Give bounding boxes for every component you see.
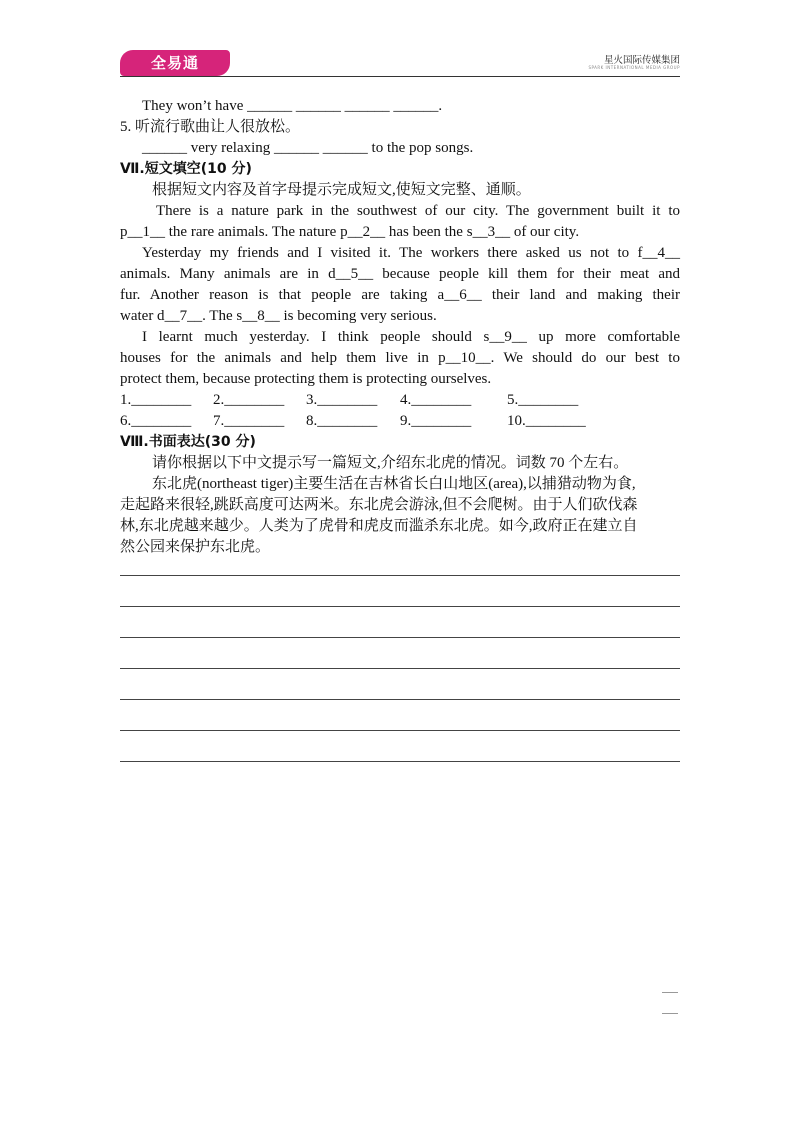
blank-10: __10__: [445, 350, 491, 366]
answer-blanks-row-1: [120, 390, 680, 411]
answer-blank[interactable]: 3.________: [306, 392, 378, 408]
answer-blank[interactable]: 7.________: [213, 413, 285, 429]
answer-blanks-row-2: [120, 411, 680, 432]
blank-7: __7__: [164, 308, 203, 324]
blank-9: __9__: [489, 329, 527, 345]
answer-line-5: ______ very relaxing ______ ______ to the pop songs.: [142, 140, 474, 156]
blank-5: __5__: [335, 266, 374, 282]
passage-line: protect them, because protecting them is protecting ourselves.: [120, 371, 492, 387]
answer-blank[interactable]: 10.________: [507, 413, 586, 429]
blank-4: __4__: [642, 245, 680, 261]
writing-line[interactable]: [120, 668, 680, 669]
writing-prompt-line: 走起路来很轻,跳跃高度可达两米。东北虎会游泳,但不会爬树。由于人们砍伐森: [120, 497, 638, 513]
writing-area[interactable]: [120, 575, 680, 792]
writing-prompt-line: 然公园来保护东北虎。: [120, 539, 271, 555]
header-rule: [120, 76, 680, 77]
writing-prompt-line: 东北虎(northeast tiger)主要生活在吉林省长白山地区(area),以捕猎动物为食,: [152, 476, 636, 492]
answer-blank[interactable]: 8.________: [306, 413, 378, 429]
writing-line[interactable]: [120, 637, 680, 638]
answer-line-4: They won’t have ______ ______ ______ ______.: [142, 98, 443, 114]
footer-mark: [662, 992, 678, 993]
passage-line: houses for the animals and help them live in p__10__. We should do our best to: [120, 350, 680, 366]
question-5: 5. 听流行歌曲让人很放松。: [120, 119, 301, 135]
passage-line: fur. Another reason is that people are taking a__6__ their land and making their: [120, 287, 681, 303]
answer-blank[interactable]: 4.________: [400, 392, 472, 408]
section-7-title: Ⅶ.短文填空(10 分): [120, 161, 252, 177]
answer-blank[interactable]: 5.________: [507, 392, 579, 408]
passage-line: Yesterday my friends and I visited it. The workers there asked us not to f__4__: [142, 245, 680, 261]
quanyitong-logo: 全易通: [120, 50, 230, 76]
answer-blank[interactable]: 9.________: [400, 413, 472, 429]
writing-line[interactable]: [120, 761, 680, 762]
answer-blank[interactable]: 1.________: [120, 392, 192, 408]
worksheet-content: [120, 96, 680, 558]
passage-line: animals. Many animals are in d__5__ because people kill them for their meat and: [120, 266, 680, 282]
passage-line: p__1__ the rare animals. The nature p__2__ has been the s__3__ of our city.: [120, 224, 580, 240]
blank-3: __3__: [472, 224, 511, 240]
section-7-instructions: 根据短文内容及首字母提示完成短文,使短文完整、通顺。: [152, 182, 531, 198]
writing-line[interactable]: [120, 699, 680, 700]
answer-blank[interactable]: 6.________: [120, 413, 192, 429]
passage-line: water d__7__. The s__8__ is becoming very serious.: [120, 308, 437, 324]
blank-6: __6__: [444, 287, 482, 303]
publisher-name: 星火国际传媒集团: [603, 55, 680, 66]
blank-2: __2__: [347, 224, 386, 240]
footer-mark: [662, 1013, 678, 1014]
blank-8: __8__: [242, 308, 280, 324]
writing-prompt-line: 林,东北虎越来越少。人类为了虎骨和虎皮而滥杀东北虎。如今,政府正在建立自: [120, 518, 638, 534]
section-8-instructions: 请你根据以下中文提示写一篇短文,介绍东北虎的情况。词数 70 个左右。: [152, 455, 629, 471]
answer-blank[interactable]: 2.________: [213, 392, 285, 408]
writing-line[interactable]: [120, 575, 680, 576]
publisher-subtitle: SPARK INTERNATIONAL MEDIA GROUP: [588, 65, 680, 70]
passage-line: I learnt much yesterday. I think people should s__9__ up more comfortable: [142, 329, 680, 345]
blank-1: __1__: [127, 224, 165, 240]
passage-line: There is a nature park in the southwest of our city. The government built it to: [156, 203, 680, 219]
section-8-title: Ⅷ.书面表达(30 分): [120, 434, 256, 450]
writing-line[interactable]: [120, 730, 680, 731]
writing-line[interactable]: [120, 606, 680, 607]
